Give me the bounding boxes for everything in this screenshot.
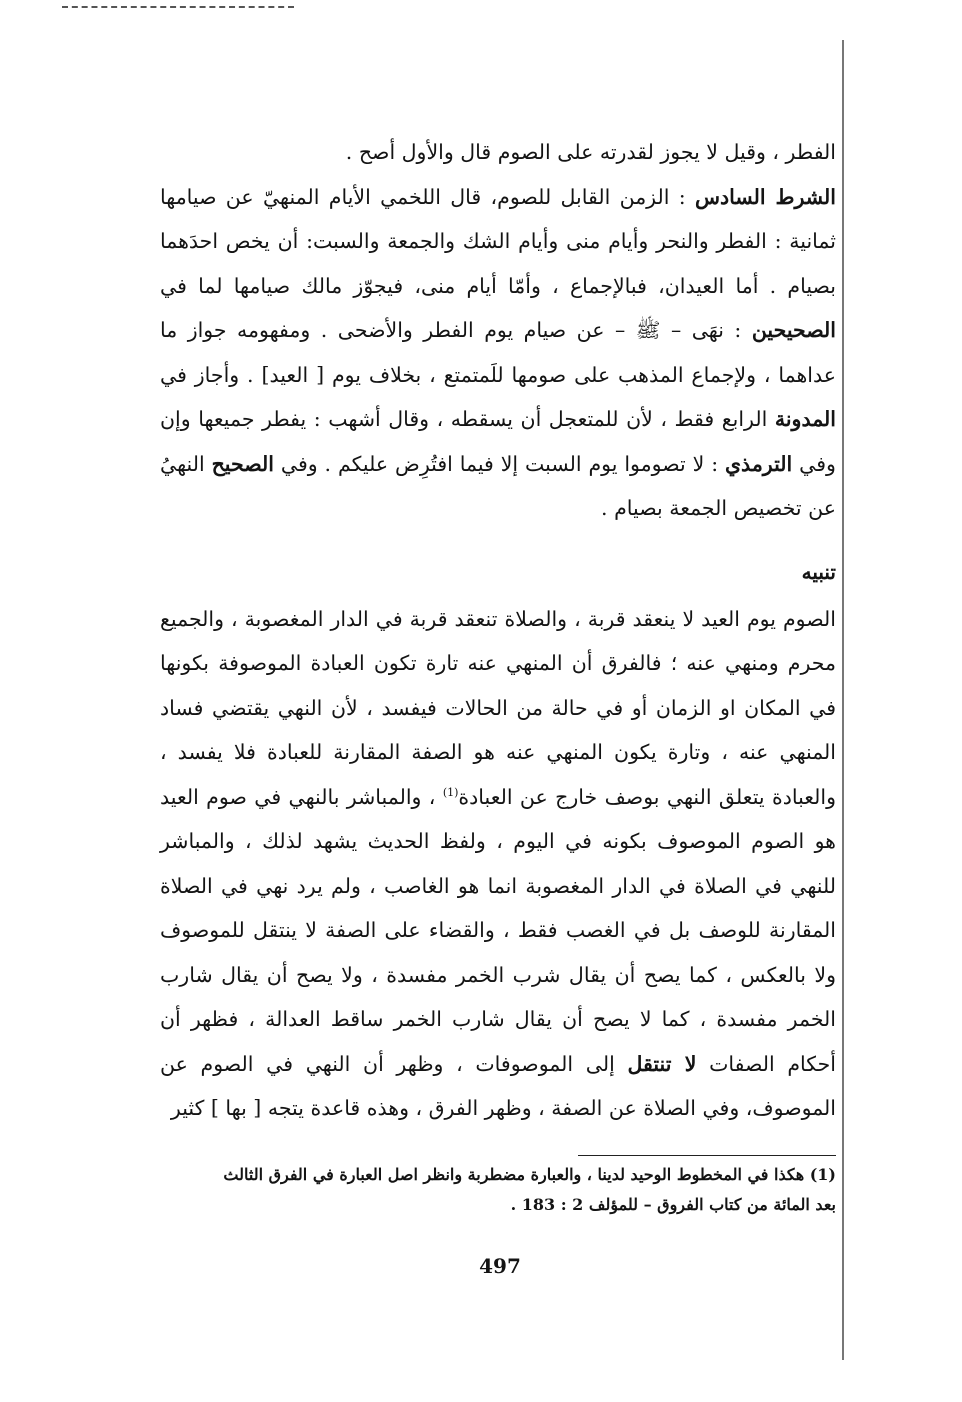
page-number: 497: [479, 1254, 521, 1278]
note-text-2: ، والمباشر بالنهي في صوم العيد هو الصوم الموصوف بكونه في اليوم ، ولفظ الحديث يشهد لذلك ، والمباشر للنهي في الصلاة في الدار المغصوبة انما هو الغاصب ، ولم يرد نهي في الصلاة المقارنة للوصف بل في الغصب فقط ، والقضاء على الصفة لا ينتقل للموصوف ولا بالعكس ، كما يصح أن يقال شرب الخمر مفسدة ، ولا يصح أن يقال شارب الخمر مفسدة ، كما لا يصح أن يقال شارب الخمر ساقط العدالة ، فظهر أن أحكام الصفات: [160, 784, 836, 1076]
condition-text: : الزمن القابل للصوم، قال اللخمي الأيام المنهيّ عن صيامها ثمانية : الفطر والنحر وأيام منى وأيام الشك والجمعة والسبت: أن يخص احدَهما بصيام . أما العيدان، فبالإجماع ، وأمّا أيام منى، فيجوّز مالك صيامها لما في: [160, 184, 836, 298]
sixth-condition-paragraph: [160, 175, 836, 531]
note-paragraph: [160, 597, 836, 1131]
footnote-separator: [578, 1155, 836, 1156]
footnote: [160, 1160, 836, 1220]
mudawwana-text: الرابع فقط ، لأن للمتعجل أن يسقطه ، وقال أشهب : يفطر جميعها وإن وفي: [160, 407, 836, 476]
condition-label: الشرط السادس: [694, 184, 836, 209]
mudawwana-label: المدونة: [774, 407, 836, 431]
main-text: [160, 130, 836, 1131]
note-text-3: إلى الموصوفات ، وظهر أن النهي في الصوم عن الموصوف، وفي الصلاة عن الصفة ، وظهر الفرق ، وهذه قاعدة يتجه [ بها ] كثير: [160, 1051, 836, 1120]
note-heading: تنبيه: [801, 559, 836, 584]
page-edge-rule: [842, 40, 844, 1360]
footnote-line-1: (1) هكذا في المخطوط الوحيد لدينا ، والعبارة مضطربة وانظر اصل العبارة في الفرق الثالث: [223, 1165, 836, 1184]
not-transfer-phrase: لا تنتقل: [627, 1051, 697, 1076]
opening-text: الفطر ، وقيل لا يجوز لقدرته على الصوم قال والأول أصح .: [345, 140, 836, 164]
opening-paragraph: [160, 130, 836, 175]
note-text-1: الصوم يوم العيد لا ينعقد قربة ، والصلاة تنعقد قربة في الدار المغصوبة ، والجميع محرم ومنهي عنه ؛ فالفرق أن المنهي عنه تارة تكون العبادة الموصوفة بكونها في المكان او الزمان أو في حالة من الحالات فيفسد ، لأن النهي يقتضي فساد المنهي عنه ، وتارة يكون المنهي عنه هو الصفة المقارنة للعبادة فلا يفسد ، والعبادة يتعلق النهي بوصف خارج عن العبادة: [160, 606, 836, 809]
tirmidhi-text: : لا تصوموا يوم السبت إلا فيما افتُرِض عليكم . وفي: [280, 451, 719, 476]
tirmidhi-label: الترمذي: [725, 451, 793, 476]
top-dashed-line: [62, 6, 294, 8]
sahih-label: الصحيح: [211, 451, 274, 476]
sahihayn-label: الصحيحين: [751, 318, 836, 342]
footnote-marker: (1): [442, 785, 459, 799]
sahihayn-text: : نهَى – ﷺ – عن صيام يوم الفطر والأضحى . ومفهومه جواز ما عداهما ، ولإجماع المذهب على صومها للَمتمتع ، بخلاف يوم [ العيد] . وأجاز في: [160, 318, 836, 387]
sahih-text: النهيُ عن تخصيص الجمعة بصيام .: [160, 451, 836, 520]
footnote-line-2: بعد المائة من كتاب الفروق – للمؤلف 2 : 183 .: [510, 1195, 836, 1214]
